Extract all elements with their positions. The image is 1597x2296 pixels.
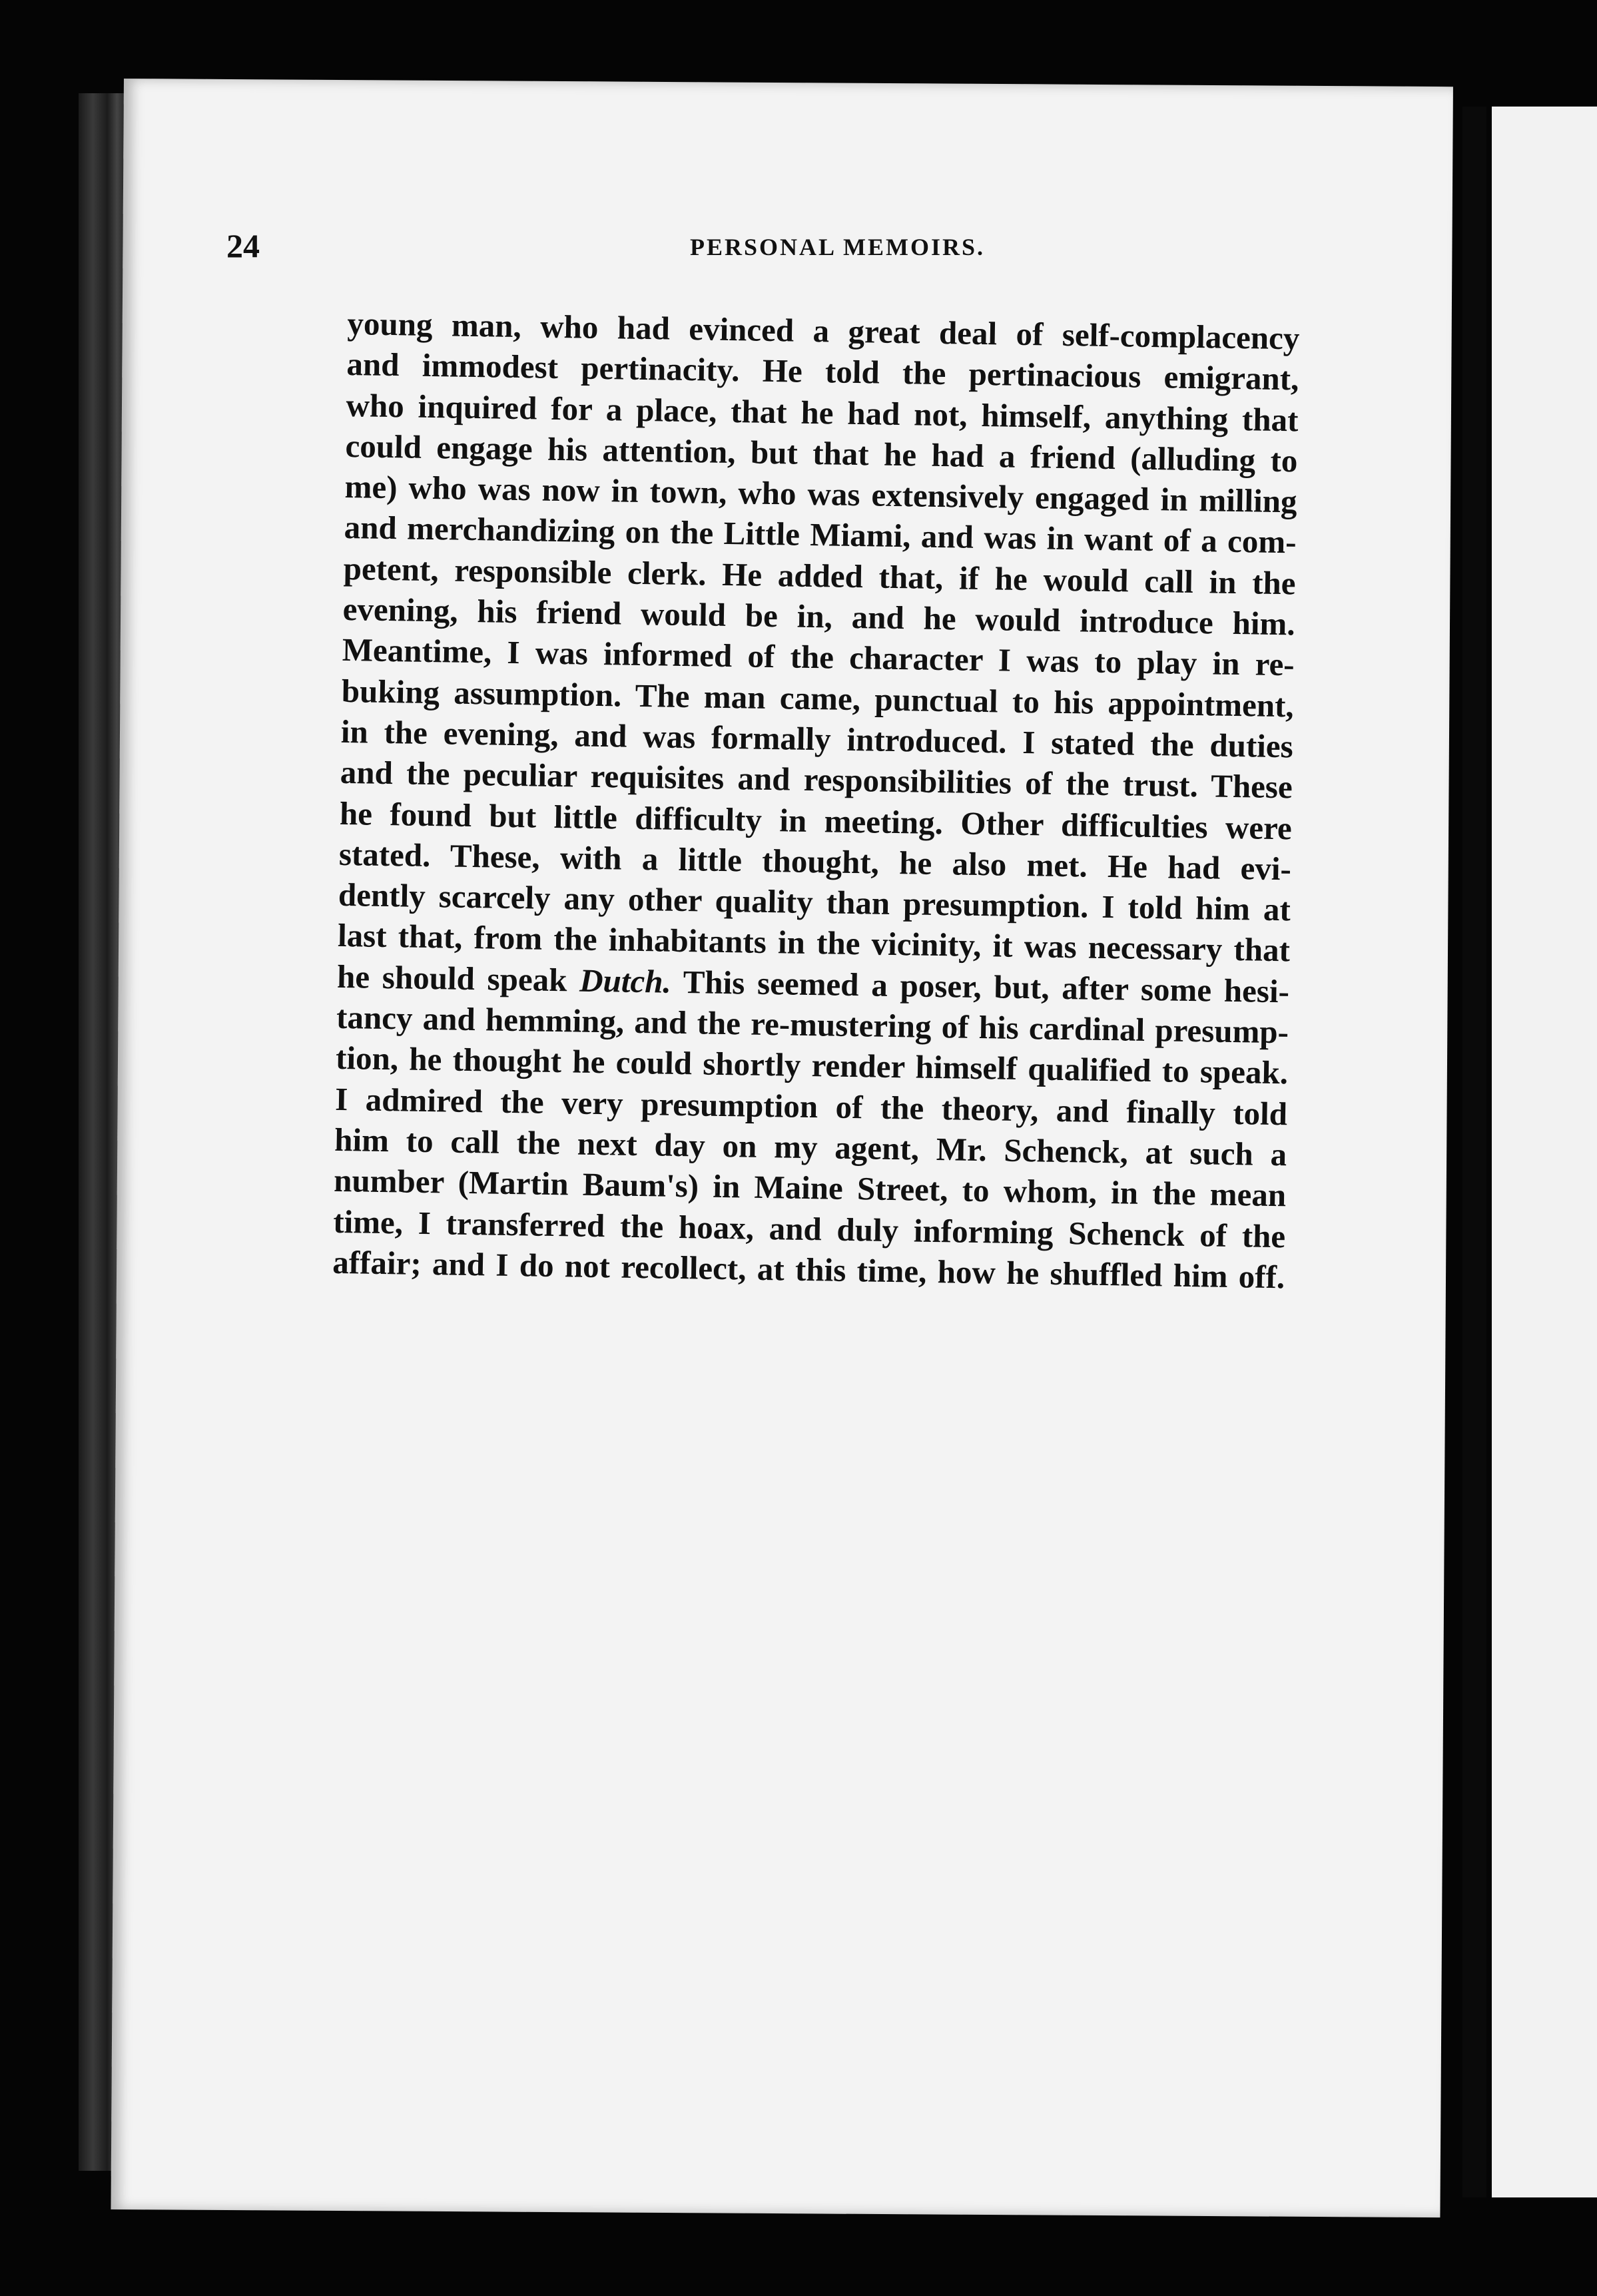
running-head: PERSONAL MEMOIRS. bbox=[690, 234, 986, 260]
text-line: buking assumption. The man came, punctual to his appointment, bbox=[341, 672, 1295, 724]
text-line: I admired the very presumption of the theory, and finally told bbox=[334, 1080, 1288, 1132]
page-number: 24 bbox=[226, 227, 260, 264]
text-line: me) who was now in town, who was extensively engaged in milling bbox=[344, 468, 1297, 520]
text-line: young man, who had evinced a great deal of self-complacency bbox=[347, 304, 1300, 357]
body-text bbox=[332, 303, 1300, 1297]
text-line: dently scarcely any other quality than presumption. I told him at bbox=[338, 876, 1291, 928]
book-gutter bbox=[1462, 107, 1486, 2197]
text-line: last that, from the inhabitants in the vicinity, it was necessary that bbox=[337, 917, 1291, 969]
text-line: in the evening, and was formally introduced. I stated the duties bbox=[340, 713, 1294, 765]
text-line: time, I transferred the hoax, and duly informing Schenck of the bbox=[332, 1203, 1286, 1255]
text-line: and immodest pertinacity. He told the pertinacious emigrant, bbox=[346, 346, 1299, 398]
text-line: who inquired for a place, that he had not, himself, anything that bbox=[346, 386, 1299, 439]
text-line: he found but little difficulty in meeting. Other difficulties were bbox=[339, 794, 1293, 846]
text-segment: This seemed a poser, but, after some hesi- bbox=[671, 963, 1290, 1010]
facing-page-edge bbox=[1492, 107, 1597, 2197]
text-line: petent, responsible clerk. He added that, if he would call in the bbox=[343, 549, 1296, 602]
text-line: and the peculiar requisites and responsibilities of the trust. These bbox=[340, 754, 1293, 806]
page-header bbox=[226, 226, 1305, 273]
text-line: tancy and hemming, and the re-mustering of his cardinal presump- bbox=[336, 998, 1289, 1051]
text-line: evening, his friend would be in, and he would introduce him. bbox=[342, 591, 1296, 643]
text-line: number (Martin Baum's) in Maine Street, to whom, in the mean bbox=[333, 1162, 1287, 1214]
text-line: stated. These, with a little thought, he also met. He had evi- bbox=[338, 835, 1292, 888]
italic-word: Dutch. bbox=[579, 962, 672, 1000]
text-line: affair; and I do not recollect, at this time, how he shuffled him off. bbox=[332, 1243, 1285, 1296]
text-line: and merchandizing on the Little Miami, and was in want of a com- bbox=[344, 509, 1297, 561]
text-line: tion, he thought he could shortly render himself qualified to speak. bbox=[335, 1039, 1289, 1091]
text-line: could engage his attention, but that he had a friend (alluding to bbox=[345, 427, 1298, 479]
text-line: Meantime, I was informed of the character I was to play in re- bbox=[342, 631, 1295, 683]
text-line: him to call the next day on my agent, Mr. Schenck, at such a bbox=[334, 1121, 1287, 1173]
text-segment: he should speak bbox=[336, 958, 580, 999]
